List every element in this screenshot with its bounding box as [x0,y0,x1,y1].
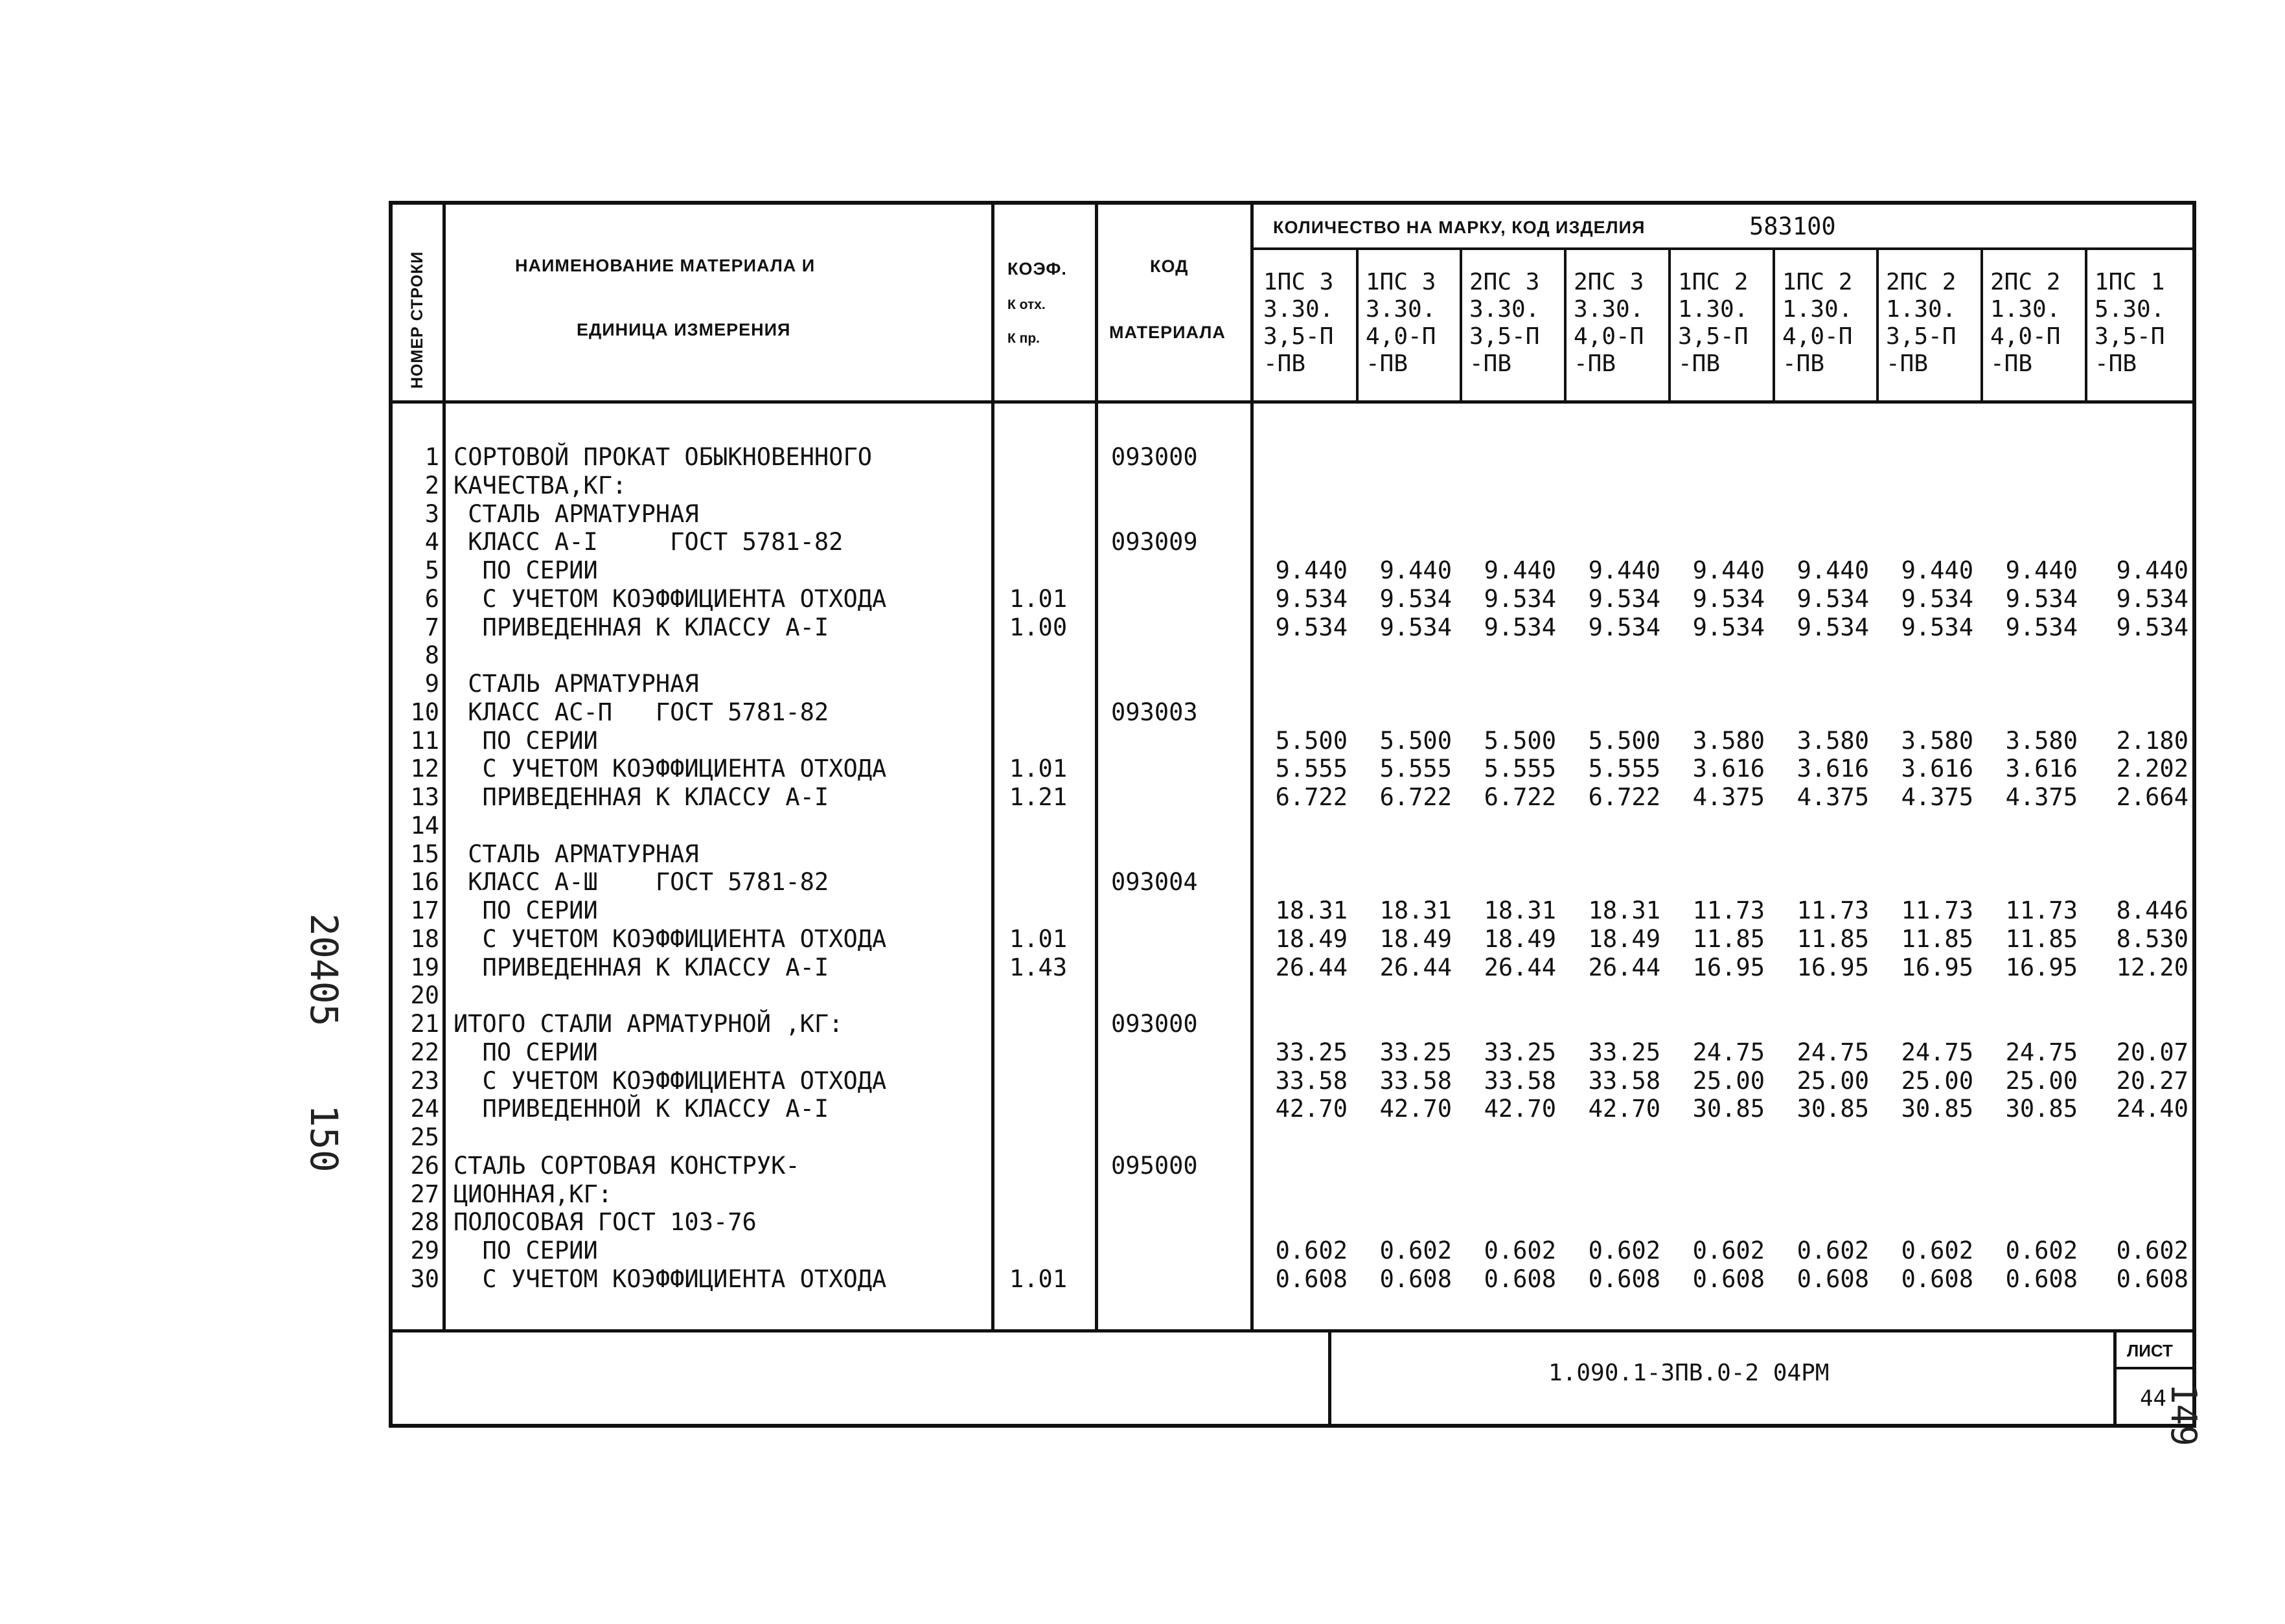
mark-header-3-line-1: 2ПС 3 [1469,269,1540,295]
coefficient: 1.01 [1009,755,1068,783]
quantity-cell: 9.440 [1692,556,1765,584]
quantity-cell: 0.608 [1484,1265,1556,1293]
row-number: 27 [410,1180,439,1208]
material-name: ПО СЕРИИ [454,1237,598,1264]
material-code: 093000 [1111,1010,1198,1038]
quantity-cell: 0.608 [1692,1265,1765,1293]
row-number: 5 [424,556,439,584]
quantity-cell: 11.85 [2005,925,2078,953]
quantity-cell: 6.722 [1275,783,1348,811]
quantity-cell: 9.440 [1797,556,1869,584]
quantity-cell: 4.375 [1901,783,1973,811]
material-code: 095000 [1111,1152,1198,1180]
row-number: 28 [410,1208,439,1236]
header-divider [389,400,2196,404]
quantity-cell: 3.616 [2005,755,2078,783]
mark-header-7-line-3: 3,5-П [1886,323,1957,350]
quantity-cell: 0.608 [1797,1265,1869,1293]
row-number: 30 [410,1265,439,1293]
mark-header-7-line-4: -ПВ [1886,350,1929,377]
quantity-cell: 33.58 [1379,1067,1452,1095]
quantity-cell: 30.85 [1692,1095,1765,1123]
row-number: 23 [410,1067,439,1095]
coefficient: 1.21 [1009,783,1068,811]
row-number-header: НОМЕР СТРОКИ [408,251,426,389]
quantity-cell: 42.70 [1588,1095,1660,1123]
qty-header-divider [1250,247,2196,250]
quantity-cell: 33.58 [1275,1067,1348,1095]
quantity-cell: 0.608 [1379,1265,1452,1293]
quantity-cell: 33.25 [1588,1038,1660,1066]
mark-header-9-line-1: 1ПС 1 [2095,269,2165,295]
row-number: 8 [424,641,439,669]
coef-header-line-1: КОЭФ. [1007,259,1067,279]
quantity-cell: 24.75 [1692,1038,1765,1066]
material-name: КЛАСС АС-П ГОСТ 5781-82 [454,698,829,726]
mark-header-6-line-2: 1.30. [1782,296,1853,323]
mark-header-7-line-1: 2ПС 2 [1886,269,1957,295]
material-code: 093000 [1111,443,1198,471]
quantity-cell: 5.500 [1379,727,1452,755]
quantity-cell: 5.500 [1588,727,1660,755]
quantity-cell: 0.608 [2116,1265,2188,1293]
quantity-cell: 9.534 [1588,613,1660,641]
col-sep-rownum [442,201,446,1331]
material-code: 093009 [1111,528,1198,556]
material-name: С УЧЕТОМ КОЭФФИЦИЕНТА ОТХОДА [454,1265,887,1293]
quantity-cell: 24.75 [1901,1038,1973,1066]
mark-header-2-line-3: 4,0-П [1366,323,1436,350]
quantity-cell: 0.602 [2005,1237,2078,1264]
mark-header-2-line-2: 3.30. [1366,296,1436,323]
quantity-cell: 25.00 [1692,1067,1765,1095]
mark-header-1-line-2: 3.30. [1263,296,1334,323]
row-number: 9 [424,670,439,698]
quantity-cell: 18.49 [1379,925,1452,953]
row-number: 24 [410,1095,439,1123]
quantity-cell: 9.440 [1588,556,1660,584]
row-number: 7 [424,613,439,641]
material-name: С УЧЕТОМ КОЭФФИЦИЕНТА ОТХОДА [454,925,887,953]
quantity-cell: 11.73 [2005,897,2078,924]
sheet-label: ЛИСТ [2127,1341,2173,1360]
quantity-cell: 42.70 [1275,1095,1348,1123]
product-code: 583100 [1749,212,1836,240]
quantity-cell: 9.440 [1484,556,1556,584]
footer-sep-right [2113,1329,2117,1426]
row-number: 11 [410,727,439,755]
mark-header-9-line-3: 3,5-П [2095,323,2165,350]
quantity-cell: 9.440 [2116,556,2188,584]
quantity-cell: 26.44 [1484,954,1556,981]
quantity-cell: 5.500 [1484,727,1556,755]
code-header-line-1: КОД [1150,257,1189,276]
coef-header-line-2: К отх. [1007,297,1046,312]
quantity-cell: 30.85 [2005,1095,2078,1123]
quantity-cell: 42.70 [1379,1095,1452,1123]
mark-header-6-line-1: 1ПС 2 [1782,269,1853,295]
footer-divider [389,1329,2196,1332]
row-number: 13 [410,783,439,811]
quantity-cell: 26.44 [1588,954,1660,981]
quantity-cell: 24.75 [2005,1038,2078,1066]
quantity-cell: 4.375 [1797,783,1869,811]
quantity-cell: 4.375 [1692,783,1765,811]
quantity-cell: 0.602 [1379,1237,1452,1264]
quantity-cell: 3.616 [1901,755,1973,783]
material-name: КЛАСС А-Ш ГОСТ 5781-82 [454,868,829,896]
mark-header-8-line-2: 1.30. [1990,296,2061,323]
quantity-cell: 3.580 [1797,727,1869,755]
mark-header-8-line-1: 2ПС 2 [1990,269,2061,295]
material-name: ПРИВЕДЕННАЯ К КЛАССУ А-I [454,613,829,641]
row-number: 22 [410,1038,439,1066]
row-number: 4 [424,528,439,556]
quantity-cell: 26.44 [1275,954,1348,981]
quantity-cell: 33.58 [1588,1067,1660,1095]
quantity-cell: 2.202 [2116,755,2188,783]
row-number: 26 [410,1152,439,1180]
quantity-cell: 33.25 [1379,1038,1452,1066]
material-name: ПО СЕРИИ [454,897,598,924]
mark-header-8-line-4: -ПВ [1990,350,2033,377]
material-code: 093003 [1111,698,1198,726]
material-name: С УЧЕТОМ КОЭФФИЦИЕНТА ОТХОДА [454,585,887,613]
mark-header-4-line-4: -ПВ [1574,350,1616,377]
quantity-cell: 2.664 [2116,783,2188,811]
material-name: СТАЛЬ АРМАТУРНАЯ [454,500,699,528]
frame-bottom [389,1424,2196,1428]
material-name: КЛАСС А-I ГОСТ 5781-82 [454,528,844,556]
quantity-cell: 18.31 [1275,897,1348,924]
quantity-cell: 3.616 [1797,755,1869,783]
mark-header-1-line-1: 1ПС 3 [1263,269,1334,295]
material-name: СТАЛЬ СОРТОВАЯ КОНСТРУК- [454,1152,800,1180]
quantity-cell: 18.31 [1588,897,1660,924]
material-name: ЦИОННАЯ,КГ: [454,1180,613,1208]
row-number: 2 [424,472,439,499]
col-sep-coef [1095,201,1098,1331]
quantity-cell: 18.49 [1275,925,1348,953]
quantity-cell: 9.534 [1275,585,1348,613]
mark-header-3-line-3: 3,5-П [1469,323,1540,350]
row-number: 17 [410,897,439,924]
quantity-cell: 3.580 [1901,727,1973,755]
col-sep-name [991,201,994,1331]
quantity-cell: 0.602 [2116,1237,2188,1264]
quantity-cell: 9.534 [1588,585,1660,613]
material-name: ПРИВЕДЕННАЯ К КЛАССУ А-I [454,954,829,981]
quantity-cell: 0.608 [1588,1265,1660,1293]
mark-header-2-line-1: 1ПС 3 [1366,269,1436,295]
mark-header-9-line-2: 5.30. [2095,296,2165,323]
mark-header-3-line-4: -ПВ [1469,350,1512,377]
quantity-cell: 20.27 [2116,1067,2188,1095]
mark-header-7-line-2: 1.30. [1886,296,1957,323]
quantity-cell: 9.440 [1275,556,1348,584]
quantity-cell: 0.608 [1901,1265,1973,1293]
quantity-cell: 18.31 [1484,897,1556,924]
quantity-cell: 3.616 [1692,755,1765,783]
quantity-cell: 9.534 [2116,585,2188,613]
quantity-cell: 9.534 [2116,613,2188,641]
row-number: 29 [410,1237,439,1264]
mark-header-1-line-4: -ПВ [1263,350,1306,377]
quantity-cell: 5.555 [1484,755,1556,783]
quantity-cell: 18.31 [1379,897,1452,924]
footer-sheet-divider [2113,1367,2196,1369]
qty-header: КОЛИЧЕСТВО НА МАРКУ, КОД ИЗДЕЛИЯ [1273,218,1646,237]
row-number: 14 [410,812,439,840]
quantity-cell: 8.446 [2116,897,2188,924]
mark-header-4-line-1: 2ПС 3 [1574,269,1644,295]
quantity-cell: 9.534 [1379,613,1452,641]
material-name: ПРИВЕДЕННАЯ К КЛАССУ А-I [454,783,829,811]
quantity-cell: 9.534 [1797,585,1869,613]
mark-header-5-line-2: 1.30. [1678,296,1749,323]
row-number: 6 [424,585,439,613]
quantity-cell: 9.534 [1901,613,1973,641]
row-number: 21 [410,1010,439,1038]
mark-sep-5 [1773,249,1775,402]
quantity-cell: 25.00 [1901,1067,1973,1095]
quantity-cell: 12.20 [2116,954,2188,981]
row-number: 12 [410,755,439,783]
material-name: С УЧЕТОМ КОЭФФИЦИЕНТА ОТХОДА [454,1067,887,1095]
quantity-cell: 16.95 [1692,954,1765,981]
coefficient: 1.01 [1009,925,1068,953]
mark-header-9-line-4: -ПВ [2095,350,2137,377]
quantity-cell: 24.75 [1797,1038,1869,1066]
quantity-cell: 9.534 [1901,585,1973,613]
quantity-cell: 0.602 [1588,1237,1660,1264]
quantity-cell: 9.534 [1484,585,1556,613]
coefficient: 1.00 [1009,613,1068,641]
quantity-cell: 24.40 [2116,1095,2188,1123]
quantity-cell: 0.608 [2005,1265,2078,1293]
quantity-cell: 0.608 [1275,1265,1348,1293]
material-code: 093004 [1111,868,1198,896]
row-number: 10 [410,698,439,726]
quantity-cell: 11.85 [1692,925,1765,953]
mark-header-6-line-3: 4,0-П [1782,323,1853,350]
mark-header-1-line-3: 3,5-П [1263,323,1334,350]
quantity-cell: 30.85 [1901,1095,1973,1123]
quantity-cell: 25.00 [2005,1067,2078,1095]
quantity-cell: 5.555 [1588,755,1660,783]
quantity-cell: 33.25 [1275,1038,1348,1066]
quantity-cell: 11.73 [1901,897,1973,924]
row-number: 18 [410,925,439,953]
quantity-cell: 9.534 [2005,585,2078,613]
quantity-cell: 9.534 [1379,585,1452,613]
mark-sep-4 [1668,249,1671,402]
quantity-cell: 6.722 [1484,783,1556,811]
quantity-cell: 11.85 [1797,925,1869,953]
mark-sep-3 [1564,249,1567,402]
quantity-cell: 9.534 [1797,613,1869,641]
quantity-cell: 16.95 [2005,954,2078,981]
code-header-line-2: МАТЕРИАЛА [1109,323,1226,342]
row-number: 3 [424,500,439,528]
quantity-cell: 11.73 [1797,897,1869,924]
quantity-cell: 5.555 [1379,755,1452,783]
sheet-number: 44 [2140,1386,2166,1412]
quantity-cell: 16.95 [1797,954,1869,981]
row-number: 1 [424,443,439,471]
quantity-cell: 0.602 [1901,1237,1973,1264]
row-number: 15 [410,840,439,868]
mark-sep-7 [1981,249,1983,402]
material-name: ПОЛОСОВАЯ ГОСТ 103-76 [454,1208,757,1236]
mark-header-5-line-1: 1ПС 2 [1678,269,1749,295]
material-name: ПО СЕРИИ [454,1038,598,1066]
quantity-cell: 9.440 [2005,556,2078,584]
mark-sep-1 [1356,249,1359,402]
quantity-cell: 6.722 [1588,783,1660,811]
quantity-cell: 0.602 [1692,1237,1765,1264]
quantity-cell: 4.375 [2005,783,2078,811]
quantity-cell: 9.440 [1379,556,1452,584]
coef-header-line-3: К пр. [1007,331,1040,346]
quantity-cell: 18.49 [1588,925,1660,953]
margin-number-1: 20405 [302,913,346,1027]
quantity-cell: 25.00 [1797,1067,1869,1095]
quantity-cell: 0.602 [1275,1237,1348,1264]
quantity-cell: 8.530 [2116,925,2188,953]
mark-header-6-line-4: -ПВ [1782,350,1825,377]
material-name: ПО СЕРИИ [454,556,598,584]
quantity-cell: 3.580 [2005,727,2078,755]
mark-header-3-line-2: 3.30. [1469,296,1540,323]
quantity-cell: 9.534 [1484,613,1556,641]
mark-sep-2 [1460,249,1462,402]
quantity-cell: 9.534 [1275,613,1348,641]
quantity-cell: 9.534 [2005,613,2078,641]
quantity-cell: 16.95 [1901,954,1973,981]
row-number: 19 [410,954,439,981]
mark-sep-6 [1876,249,1879,402]
row-number: 16 [410,868,439,896]
material-name: КАЧЕСТВА,КГ: [454,472,627,499]
mark-header-2-line-4: -ПВ [1366,350,1408,377]
mark-sep-8 [2085,249,2087,402]
material-name: ПО СЕРИИ [454,727,598,755]
quantity-cell: 0.602 [1484,1237,1556,1264]
quantity-cell: 3.580 [1692,727,1765,755]
quantity-cell: 42.70 [1484,1095,1556,1123]
quantity-cell: 30.85 [1797,1095,1869,1123]
document-code: 1.090.1-3ПВ.0-2 04РМ [1548,1360,1830,1386]
mark-header-5-line-4: -ПВ [1678,350,1721,377]
coefficient: 1.01 [1009,585,1068,613]
material-name: СОРТОВОЙ ПРОКАТ ОБЫКНОВЕННОГО [454,443,873,471]
quantity-cell: 2.180 [2116,727,2188,755]
quantity-cell: 9.534 [1692,585,1765,613]
quantity-cell: 11.85 [1901,925,1973,953]
mark-header-4-line-2: 3.30. [1574,296,1644,323]
margin-number-3: 149 [2163,1383,2204,1447]
mark-header-5-line-3: 3,5-П [1678,323,1749,350]
name-header-line-1: НАИМЕНОВАНИЕ МАТЕРИАЛА И [515,256,816,275]
quantity-cell: 11.73 [1692,897,1765,924]
mark-header-4-line-3: 4,0-П [1574,323,1644,350]
quantity-cell: 6.722 [1379,783,1452,811]
quantity-cell: 26.44 [1379,954,1452,981]
quantity-cell: 18.49 [1484,925,1556,953]
row-number: 20 [410,981,439,1009]
footer-sep-left [1328,1329,1331,1426]
frame-right [2192,201,2196,1428]
coefficient: 1.01 [1009,1265,1068,1293]
quantity-cell: 33.25 [1484,1038,1556,1066]
material-name: СТАЛЬ АРМАТУРНАЯ [454,840,699,868]
frame-top [389,201,2196,205]
material-name: ПРИВЕДЕННОЙ К КЛАССУ А-I [454,1095,829,1123]
quantity-cell: 5.500 [1275,727,1348,755]
coefficient: 1.43 [1009,954,1068,981]
quantity-cell: 33.58 [1484,1067,1556,1095]
margin-number-2: 150 [302,1104,346,1172]
quantity-cell: 9.534 [1692,613,1765,641]
name-header-line-2: ЕДИНИЦА ИЗМЕРЕНИЯ [577,320,791,339]
mark-header-8-line-3: 4,0-П [1990,323,2061,350]
material-name: ИТОГО СТАЛИ АРМАТУРНОЙ ,КГ: [454,1010,844,1038]
material-name: С УЧЕТОМ КОЭФФИЦИЕНТА ОТХОДА [454,755,887,783]
row-number: 25 [410,1123,439,1151]
material-name: СТАЛЬ АРМАТУРНАЯ [454,670,699,698]
quantity-cell: 9.440 [1901,556,1973,584]
quantity-cell: 5.555 [1275,755,1348,783]
quantity-cell: 0.602 [1797,1237,1869,1264]
quantity-cell: 20.07 [2116,1038,2188,1066]
